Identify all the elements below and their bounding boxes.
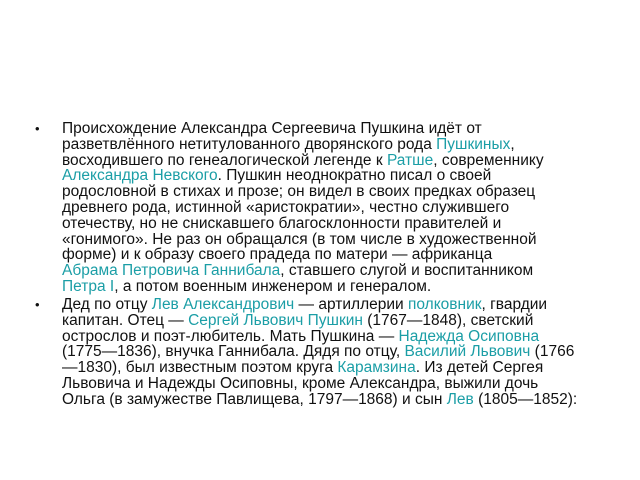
- text-line: [62, 168, 544, 184]
- text-line: [62, 313, 577, 329]
- text-line: [62, 121, 544, 137]
- hyperlink[interactable]: Лев: [446, 390, 474, 408]
- hyperlink[interactable]: Надежда Осиповна: [398, 327, 540, 345]
- text-line: [62, 263, 544, 279]
- hyperlink[interactable]: Абрама Петровича Ганнибала: [62, 262, 281, 280]
- text-segment: , ставшего слугой и воспитанником: [280, 262, 534, 280]
- hyperlink[interactable]: Александра Невского: [62, 167, 218, 185]
- text-line: [62, 360, 577, 376]
- hyperlink[interactable]: Карамзина: [337, 359, 416, 377]
- text-segment: . Пушкин неоднократно писал о своей: [217, 167, 492, 185]
- text-segment: Происхождение Александра Сергеевича Пушкина идёт от: [62, 120, 482, 137]
- text-line: [62, 376, 577, 392]
- text-line: [62, 297, 577, 313]
- hyperlink[interactable]: полковник: [407, 296, 482, 313]
- text-segment: Ольга (в замужестве Павлищева, 1797—1868) и сын: [62, 390, 447, 408]
- text-line: [62, 137, 544, 153]
- text-segment: древнего рода, истинной «аристократии», честно служившего: [62, 198, 510, 216]
- text-segment: форме) и к образу своего прадеда по матери — африканца: [62, 246, 493, 264]
- text-segment: родословной в стихах и прозе; он видел в своих предках образец: [62, 183, 536, 201]
- hyperlink[interactable]: Василий Львович: [404, 343, 531, 361]
- text-segment: отечеству, но не снискавшего благосклонности правителей и: [62, 214, 502, 232]
- text-segment: Дед по отцу: [62, 296, 152, 313]
- text-line: [62, 216, 544, 232]
- text-segment: —1830), был известным поэтом круга: [62, 359, 338, 377]
- text-segment: ,: [510, 135, 515, 153]
- text-line: [62, 247, 544, 263]
- bullet-paragraph-family: [35, 296, 578, 408]
- text-segment: , гвардии: [481, 296, 548, 313]
- hyperlink[interactable]: Пушкиных: [436, 135, 511, 153]
- text-line: [62, 279, 544, 295]
- text-line: [62, 329, 577, 345]
- bullet-paragraph-origin: [35, 120, 544, 295]
- text-line: [62, 232, 544, 248]
- hyperlink[interactable]: Ратше: [386, 151, 434, 169]
- text-line: [62, 392, 577, 408]
- text-segment: восходившего по генеалогической легенде к: [62, 151, 387, 169]
- text-segment: Львовича и Надежды Осиповны, кроме Александра, выжили дочь: [62, 374, 539, 392]
- text-line: [62, 200, 544, 216]
- text-line: [62, 153, 544, 169]
- text-segment: , современнику: [433, 151, 544, 169]
- text-line: [62, 344, 577, 360]
- text-segment: (1805—1852):: [473, 390, 578, 408]
- text-segment: (1775—1836), внучка Ганнибала. Дядя по отцу,: [62, 343, 405, 361]
- text-segment: — артиллерии: [294, 296, 408, 313]
- text-segment: (1767—1848), светский: [362, 311, 534, 329]
- hyperlink[interactable]: Сергей Львович Пушкин: [188, 311, 363, 329]
- text-segment: капитан. Отец —: [62, 311, 189, 329]
- bullet-icon: •: [35, 297, 40, 312]
- text-segment: «гонимого». Не раз он обращался (в том числе в художественной: [62, 230, 537, 248]
- text-segment: , а потом военным инженером и генералом.: [114, 277, 432, 295]
- text-segment: (1766: [530, 343, 575, 361]
- hyperlink[interactable]: Петра I: [62, 277, 115, 295]
- text-segment: острослов и поэт-любитель. Мать Пушкина —: [62, 327, 399, 345]
- hyperlink[interactable]: Лев Александрович: [151, 296, 295, 313]
- text-line: [62, 184, 544, 200]
- text-segment: . Из детей Сергея: [415, 359, 544, 377]
- bullet-icon: •: [35, 121, 40, 136]
- text-segment: разветвлённого нетитулованного дворянского рода: [62, 135, 437, 153]
